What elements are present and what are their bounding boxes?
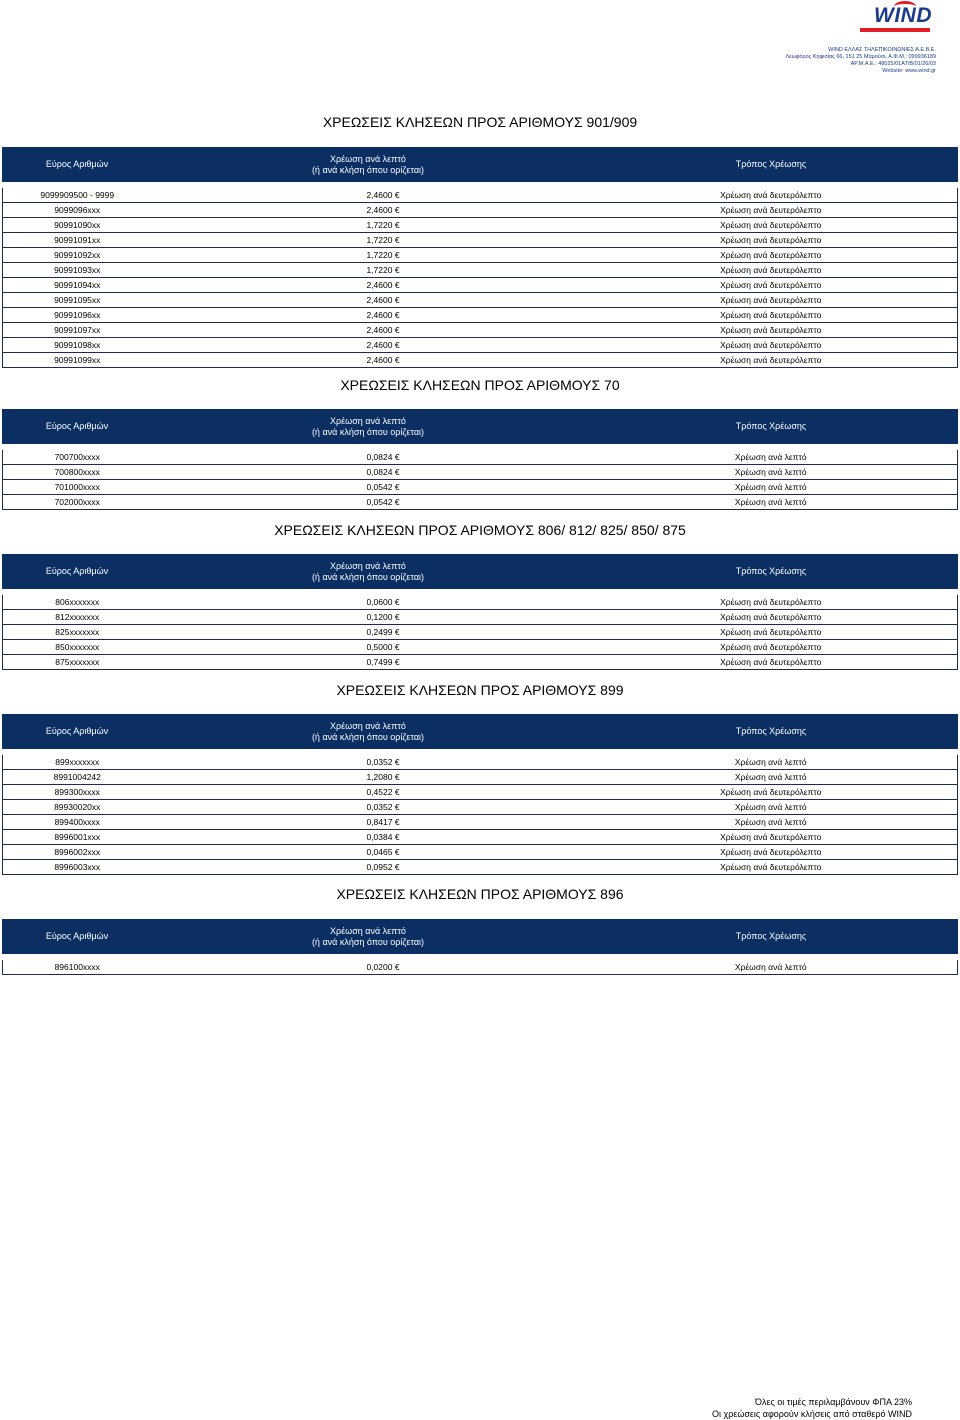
number-range-cell: 9099096xxx xyxy=(3,203,152,218)
header-charge-line1: Χρέωση ανά λεπτό xyxy=(330,925,406,936)
billing-method-cell: Χρέωση ανά δευτερόλεπτο xyxy=(585,323,958,338)
charge-cell: 0,0200 € xyxy=(152,960,585,975)
rates-table xyxy=(2,409,958,510)
table-row xyxy=(3,845,958,860)
number-range-cell: 825xxxxxxx xyxy=(3,625,152,640)
header-billing-method: Τρόπος Χρέωσης xyxy=(585,715,958,749)
charge-cell: 2,4600 € xyxy=(152,203,585,218)
charge-cell: 2,4600 € xyxy=(152,278,585,293)
header-charge-line2: (ή ανά κλήση όπου ορίζεται) xyxy=(311,426,425,437)
charge-cell: 0,4522 € xyxy=(152,785,585,800)
header-charge-line2: (ή ανά κλήση όπου ορίζεται) xyxy=(311,164,425,175)
charge-cell: 2,4600 € xyxy=(152,188,585,203)
header-charge-per-minute xyxy=(152,555,585,589)
charge-cell: 0,0952 € xyxy=(152,860,585,875)
billing-method-cell: Χρέωση ανά δευτερόλεπτο xyxy=(585,218,958,233)
table-row xyxy=(3,248,958,263)
charge-cell: 2,4600 € xyxy=(152,338,585,353)
charge-cell: 0,0465 € xyxy=(152,845,585,860)
rates-table xyxy=(2,714,958,875)
company-info-line: Λεωφόρος Κηφισίας 66, 151 25 Μαρούσι, Α.Φ.Μ.: 099936189 xyxy=(785,54,936,60)
table-row xyxy=(3,338,958,353)
table-row xyxy=(3,785,958,800)
charge-cell: 0,0824 € xyxy=(152,450,585,465)
company-info-line: ΑΡ.Μ.Α.Ε.: 48025/01ΑΤ/Β/01/26/03 xyxy=(850,61,936,67)
number-range-cell: 896100xxxx xyxy=(3,960,152,975)
number-range-cell: 89930020xx xyxy=(3,800,152,815)
charge-cell: 0,1200 € xyxy=(152,610,585,625)
number-range-cell: 8996002xxx xyxy=(3,845,152,860)
company-info xyxy=(776,47,936,75)
header-charge-per-minute xyxy=(152,410,585,444)
number-range-cell: 9099909500 - 9999 xyxy=(3,188,152,203)
table-row xyxy=(3,480,958,495)
billing-method-cell: Χρέωση ανά δευτερόλεπτο xyxy=(585,595,958,610)
company-info-line: Website: www.wind.gr xyxy=(882,68,936,74)
charge-cell: 0,8417 € xyxy=(152,815,585,830)
billing-method-cell: Χρέωση ανά δευτερόλεπτο xyxy=(585,293,958,308)
number-range-cell: 90991097xx xyxy=(3,323,152,338)
number-range-cell: 875xxxxxxx xyxy=(3,655,152,670)
table-row xyxy=(3,800,958,815)
table-row xyxy=(3,960,958,975)
billing-method-cell: Χρέωση ανά δευτερόλεπτο xyxy=(585,203,958,218)
charge-cell: 1,7220 € xyxy=(152,218,585,233)
number-range-cell: 90991093xx xyxy=(3,263,152,278)
header-number-range: Εύρος Αριθμών xyxy=(3,555,152,589)
charge-cell: 0,0542 € xyxy=(152,495,585,510)
header-charge-line2: (ή ανά κλήση όπου ορίζεται) xyxy=(311,571,425,582)
wind-arc-icon xyxy=(894,1,916,12)
header-number-range: Εύρος Αριθμών xyxy=(3,715,152,749)
number-range-cell: 90991094xx xyxy=(3,278,152,293)
charge-cell: 1,7220 € xyxy=(152,233,585,248)
header-charge-per-minute xyxy=(152,715,585,749)
table-header-row xyxy=(3,920,958,954)
fixed-line-note: Οι χρεώσεις αφορούν κλήσεις από σταθερό WIND xyxy=(711,1409,912,1419)
header-billing-method: Τρόπος Χρέωσης xyxy=(585,920,958,954)
table-row xyxy=(3,450,958,465)
footer-notes xyxy=(712,1396,912,1420)
billing-method-cell: Χρέωση ανά λεπτό xyxy=(585,815,958,830)
table-row xyxy=(3,465,958,480)
table-row xyxy=(3,233,958,248)
billing-method-cell: Χρέωση ανά λεπτό xyxy=(585,770,958,785)
charge-cell: 0,0352 € xyxy=(152,800,585,815)
billing-method-cell: Χρέωση ανά δευτερόλεπτο xyxy=(585,785,958,800)
number-range-cell: 90991096xx xyxy=(3,308,152,323)
section-title: ΧΡΕΩΣΕΙΣ ΚΛΗΣΕΩΝ ΠΡΟΣ ΑΡΙΘΜΟΥΣ 901/909 xyxy=(322,114,638,130)
billing-method-cell: Χρέωση ανά δευτερόλεπτο xyxy=(585,845,958,860)
charge-cell: 2,4600 € xyxy=(152,323,585,338)
table-header-row xyxy=(3,410,958,444)
table-row xyxy=(3,218,958,233)
table-row xyxy=(3,610,958,625)
billing-method-cell: Χρέωση ανά δευτερόλεπτο xyxy=(585,353,958,368)
header-charge-line1: Χρέωση ανά λεπτό xyxy=(330,415,406,426)
billing-method-cell: Χρέωση ανά λεπτό xyxy=(585,480,958,495)
charge-cell: 0,5000 € xyxy=(152,640,585,655)
rates-table xyxy=(2,554,958,670)
table-row xyxy=(3,203,958,218)
billing-method-cell: Χρέωση ανά δευτερόλεπτο xyxy=(585,610,958,625)
number-range-cell: 90991095xx xyxy=(3,293,152,308)
header-number-range: Εύρος Αριθμών xyxy=(3,148,152,182)
table-row xyxy=(3,595,958,610)
number-range-cell: 700800xxxx xyxy=(3,465,152,480)
number-range-cell: 899400xxxx xyxy=(3,815,152,830)
wind-logo xyxy=(776,4,936,75)
number-range-cell: 8996001xxx xyxy=(3,830,152,845)
table-row xyxy=(3,263,958,278)
header-charge-line2: (ή ανά κλήση όπου ορίζεται) xyxy=(311,731,425,742)
header-number-range: Εύρος Αριθμών xyxy=(3,920,152,954)
billing-method-cell: Χρέωση ανά λεπτό xyxy=(585,800,958,815)
number-range-cell: 700700xxxx xyxy=(3,450,152,465)
header-charge-line2: (ή ανά κλήση όπου ορίζεται) xyxy=(311,936,425,947)
table-row xyxy=(3,625,958,640)
charge-cell: 2,4600 € xyxy=(152,353,585,368)
table-row xyxy=(3,278,958,293)
billing-method-cell: Χρέωση ανά δευτερόλεπτο xyxy=(585,233,958,248)
header-billing-method: Τρόπος Χρέωσης xyxy=(585,555,958,589)
billing-method-cell: Χρέωση ανά δευτερόλεπτο xyxy=(585,263,958,278)
charge-cell: 0,0352 € xyxy=(152,755,585,770)
charge-cell: 0,0824 € xyxy=(152,465,585,480)
billing-method-cell: Χρέωση ανά δευτερόλεπτο xyxy=(585,655,958,670)
wind-logo-underline xyxy=(860,28,930,32)
billing-method-cell: Χρέωση ανά δευτερόλεπτο xyxy=(585,308,958,323)
billing-method-cell: Χρέωση ανά λεπτό xyxy=(585,495,958,510)
charge-cell: 0,2499 € xyxy=(152,625,585,640)
table-row xyxy=(3,495,958,510)
billing-method-cell: Χρέωση ανά δευτερόλεπτο xyxy=(585,278,958,293)
billing-method-cell: Χρέωση ανά δευτερόλεπτο xyxy=(585,248,958,263)
table-row xyxy=(3,640,958,655)
number-range-cell: 806xxxxxxx xyxy=(3,595,152,610)
wind-logo-text: WIND xyxy=(874,4,932,27)
header-charge-line1: Χρέωση ανά λεπτό xyxy=(330,720,406,731)
billing-method-cell: Χρέωση ανά δευτερόλεπτο xyxy=(585,860,958,875)
header-charge-line1: Χρέωση ανά λεπτό xyxy=(330,153,406,164)
charge-cell: 2,4600 € xyxy=(152,293,585,308)
table-row xyxy=(3,293,958,308)
vat-note: Όλες οι τιμές περιλαμβάνουν ΦΠΑ 23% xyxy=(754,1397,912,1407)
header-billing-method: Τρόπος Χρέωσης xyxy=(585,148,958,182)
table-row xyxy=(3,323,958,338)
billing-method-cell: Χρέωση ανά λεπτό xyxy=(585,465,958,480)
company-info-line: WIND ΕΛΛΑΣ ΤΗΛΕΠΙΚΟΙΝΩΝΙΕΣ Α.Ε.Β.Ε. xyxy=(828,47,936,53)
charge-cell: 2,4600 € xyxy=(152,308,585,323)
wind-logo-mark xyxy=(874,4,932,28)
table-row xyxy=(3,755,958,770)
billing-method-cell: Χρέωση ανά δευτερόλεπτο xyxy=(585,338,958,353)
number-range-cell: 90991092xx xyxy=(3,248,152,263)
rates-table xyxy=(2,147,958,368)
section-title: ΧΡΕΩΣΕΙΣ ΚΛΗΣΕΩΝ ΠΡΟΣ ΑΡΙΘΜΟΥΣ 806/ 812/ 825/ 850/ 875 xyxy=(274,522,686,538)
billing-method-cell: Χρέωση ανά δευτερόλεπτο xyxy=(585,640,958,655)
charge-cell: 1,7220 € xyxy=(152,263,585,278)
charge-cell: 0,0542 € xyxy=(152,480,585,495)
section-title: ΧΡΕΩΣΕΙΣ ΚΛΗΣΕΩΝ ΠΡΟΣ ΑΡΙΘΜΟΥΣ 899 xyxy=(336,682,624,698)
number-range-cell: 701000xxxx xyxy=(3,480,152,495)
table-row xyxy=(3,860,958,875)
header-number-range: Εύρος Αριθμών xyxy=(3,410,152,444)
table-row xyxy=(3,308,958,323)
table-row xyxy=(3,770,958,785)
header-charge-per-minute xyxy=(152,920,585,954)
number-range-cell: 90991091xx xyxy=(3,233,152,248)
charge-cell: 1,2080 € xyxy=(152,770,585,785)
table-row xyxy=(3,815,958,830)
number-range-cell: 812xxxxxxx xyxy=(3,610,152,625)
table-row xyxy=(3,353,958,368)
charge-cell: 0,0384 € xyxy=(152,830,585,845)
table-row xyxy=(3,188,958,203)
charge-cell: 0,0600 € xyxy=(152,595,585,610)
table-header-row xyxy=(3,555,958,589)
billing-method-cell: Χρέωση ανά λεπτό xyxy=(585,450,958,465)
charge-cell: 1,7220 € xyxy=(152,248,585,263)
charge-cell: 0,7499 € xyxy=(152,655,585,670)
table-header-row xyxy=(3,148,958,182)
billing-method-cell: Χρέωση ανά δευτερόλεπτο xyxy=(585,625,958,640)
billing-method-cell: Χρέωση ανά λεπτό xyxy=(585,755,958,770)
number-range-cell: 8996003xxx xyxy=(3,860,152,875)
header-charge-line1: Χρέωση ανά λεπτό xyxy=(330,560,406,571)
billing-method-cell: Χρέωση ανά λεπτό xyxy=(585,960,958,975)
section-title: ΧΡΕΩΣΕΙΣ ΚΛΗΣΕΩΝ ΠΡΟΣ ΑΡΙΘΜΟΥΣ 896 xyxy=(336,886,624,902)
section-title: ΧΡΕΩΣΕΙΣ ΚΛΗΣΕΩΝ ΠΡΟΣ ΑΡΙΘΜΟΥΣ 70 xyxy=(340,377,620,393)
table-header-row xyxy=(3,715,958,749)
header-charge-per-minute xyxy=(152,148,585,182)
table-row xyxy=(3,830,958,845)
number-range-cell: 850xxxxxxx xyxy=(3,640,152,655)
number-range-cell: 899xxxxxxx xyxy=(3,755,152,770)
number-range-cell: 702000xxxx xyxy=(3,495,152,510)
number-range-cell: 90991099xx xyxy=(3,353,152,368)
number-range-cell: 90991098xx xyxy=(3,338,152,353)
header-billing-method: Τρόπος Χρέωσης xyxy=(585,410,958,444)
number-range-cell: 90991090xx xyxy=(3,218,152,233)
rates-table xyxy=(2,919,958,975)
number-range-cell: 8991004242 xyxy=(3,770,152,785)
billing-method-cell: Χρέωση ανά δευτερόλεπτο xyxy=(585,830,958,845)
billing-method-cell: Χρέωση ανά δευτερόλεπτο xyxy=(585,188,958,203)
table-row xyxy=(3,655,958,670)
number-range-cell: 899300xxxx xyxy=(3,785,152,800)
